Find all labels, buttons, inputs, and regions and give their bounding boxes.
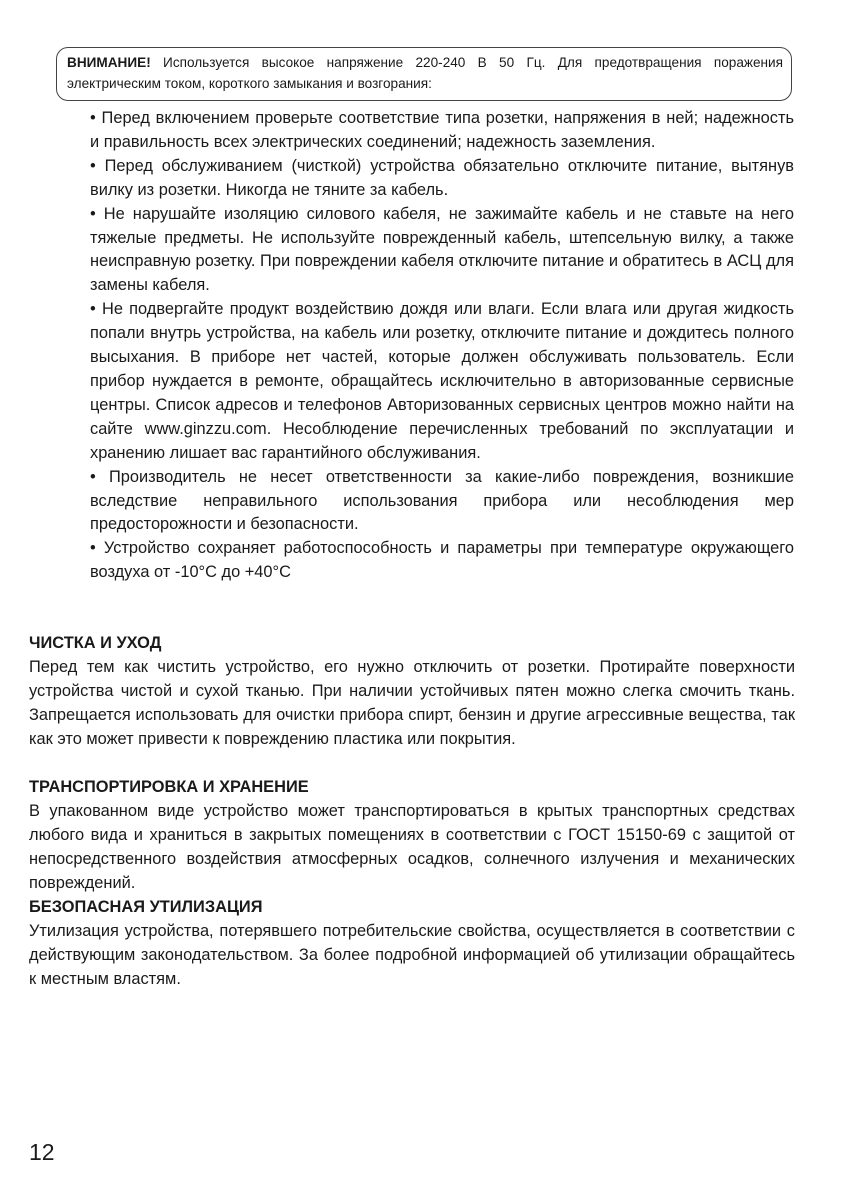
- safety-bullet-list: [90, 107, 794, 585]
- cleaning-text: Перед тем как чистить устройство, его нужно отключить от розетки. Протирайте поверхности устройства чистой и сухой тканью. При наличии устойчивых пятен можно слегка смочить ткань. Запрещается использовать для очистки прибора спирт, бензин и другие агрессивные вещества, так как это может привести к повреждению пластика или покрытия.: [29, 657, 795, 748]
- bullet-unplug-before-service: • Перед обслуживанием (чисткой) устройства обязательно отключите питание, вытянув вилку из розетки. Никогда не тяните за кабель.: [90, 156, 794, 199]
- warning-lead: ВНИМАНИЕ!: [67, 55, 151, 70]
- bullet-temperature: • Устройство сохраняет работоспособность и параметры при температуре окружающего воздуха от -10°C до +40°C: [90, 539, 794, 582]
- cleaning-heading: ЧИСТКА И УХОД: [29, 634, 162, 652]
- transport-heading: ТРАНСПОРТИРОВКА И ХРАНЕНИЕ: [29, 778, 309, 796]
- bullet-moisture: • Не подвергайте продукт воздействию дождя или влаги. Если влага или другая жидкость попали внутрь устройства, на кабель или розетку, отключите питание и дождитесь полного высыхания. В приборе нет частей, которые должен обслуживать пользователь. Если прибор нуждается в ремонте, обращайтесь исключительно в авторизованные сервисные центры. Список адресов и телефонов Авторизованных сервисных центров можно найти на сайте www.ginzzu.com. Несоблюдение перечисленных требований по эксплуатации и хранению лишает вас гарантийного обслуживания.: [90, 300, 794, 462]
- disposal-section: [29, 896, 795, 992]
- page-number: 12: [29, 1139, 55, 1165]
- bullet-cable-insulation: • Не нарушайте изоляцию силового кабеля, не зажимайте кабель и не ставьте на него тяжелые предметы. Не используйте поврежденный кабель, штепсельную вилку, а также неисправную розетку. При повреждении кабеля отключите питание и обратитесь в АСЦ для замены кабеля.: [90, 204, 794, 295]
- bullet-socket-check: • Перед включением проверьте соответствие типа розетки, напряжения в ней; надежность и правильность всех электрических соединений; надежность заземления.: [90, 109, 794, 151]
- warning-text: Используется высокое напряжение 220-240 В 50 Гц. Для предотвращения поражения электрическим током, короткого замыкания и возгорания:: [67, 55, 783, 91]
- bullet-liability: • Производитель не несет ответственности за какие-либо повреждения, возникшие вследствие неправильного использования прибора или несоблюдения мер предосторожности и безопасности.: [90, 467, 794, 534]
- transport-section: [29, 776, 795, 896]
- transport-text: В упакованном виде устройство может транспортироваться в крытых транспортных средствах любого вида и храниться в закрытых помещениях в соответствии с ГОСТ 15150-69 с защитой от непосредственного воздействия атмосферных осадков, солнечного излучения и механических повреждений.: [29, 801, 795, 892]
- cleaning-section: [29, 632, 795, 752]
- disposal-text: Утилизация устройства, потерявшего потребительские свойства, осуществляется в соответствии с действующим законодательством. За более подробной информацией об утилизации обращайтесь к местным властям.: [29, 921, 795, 988]
- warning-box: [56, 47, 792, 101]
- disposal-heading: БЕЗОПАСНАЯ УТИЛИЗАЦИЯ: [29, 898, 263, 916]
